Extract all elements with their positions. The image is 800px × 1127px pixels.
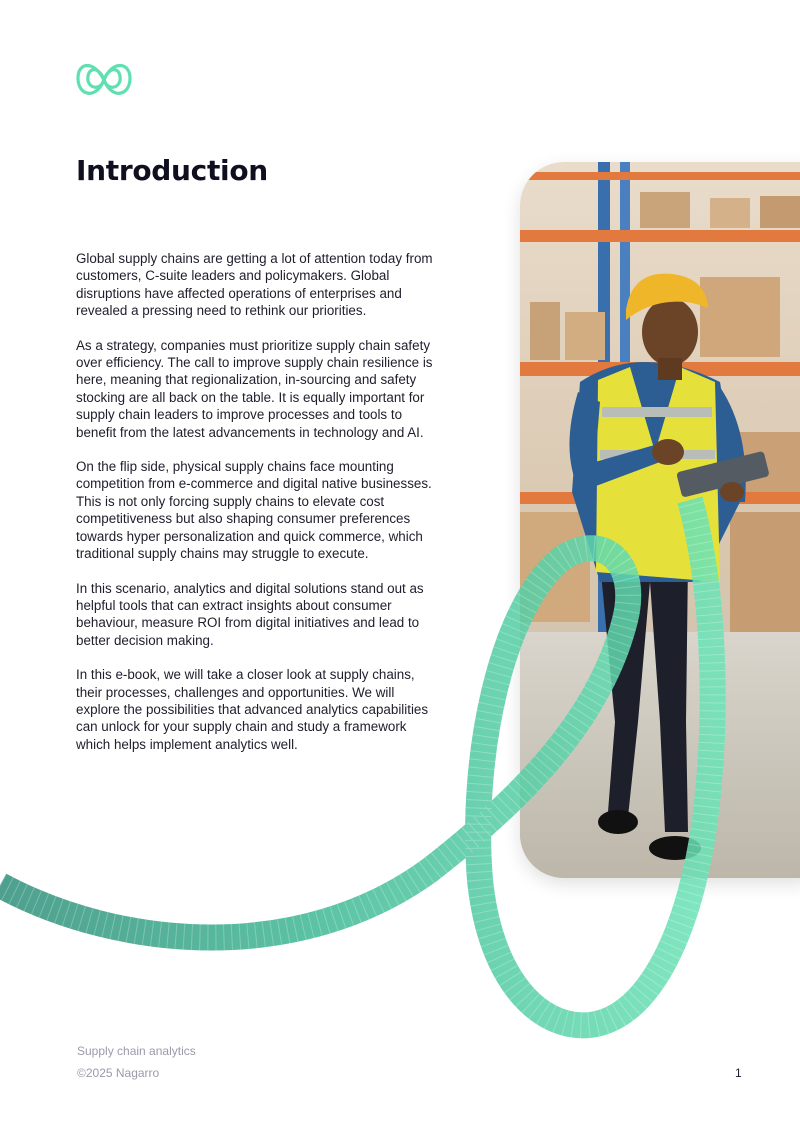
footer-copyright: ©2025 Nagarro xyxy=(77,1066,160,1080)
paragraph: In this e-book, we will take a closer look at supply chains, their processes, challenges and opportunities. We will explore the possibilities that advanced analytics capabilities can unlock for your supply chain and study a framework which helps implement analytics well. xyxy=(76,667,429,752)
nagarro-logo-icon xyxy=(74,56,134,104)
paragraph: On the flip side, physical supply chains face mounting competition from e-commerce and digital native businesses. This is not only forcing supply chains to elevate cost competitiveness but also shaping consumer preferences towards hyper personalization and quick commerce, which traditional supply chains may struggle to execute. xyxy=(76,459,432,562)
page-title: Introduction xyxy=(76,154,268,187)
paragraph: As a strategy, companies must prioritize supply chain safety over efficiency. The call to improve supply chain resilience is here, meaning that regionalization, in-sourcing and safety stocking are all back on the table. It is equally important for supply chain leaders to improve processes and tools to benefit from the latest advancements in technology and AI. xyxy=(76,337,433,440)
warehouse-worker-photo xyxy=(520,162,800,878)
footer-doc-title: Supply chain analytics xyxy=(77,1044,196,1058)
paragraph: Global supply chains are getting a lot of attention today from customers, C-suite leaders and policymakers. Global disruptions have affected operations of enterprises and revealed a pressing need to rethink our priorities. xyxy=(76,251,433,319)
page-number: 1 xyxy=(735,1066,742,1080)
intro-body xyxy=(76,250,436,770)
paragraph: In this scenario, analytics and digital solutions stand out as helpful tools that can extract insights about consumer behaviour, measure ROI from digital initiatives and lead to better decision making. xyxy=(76,580,424,648)
